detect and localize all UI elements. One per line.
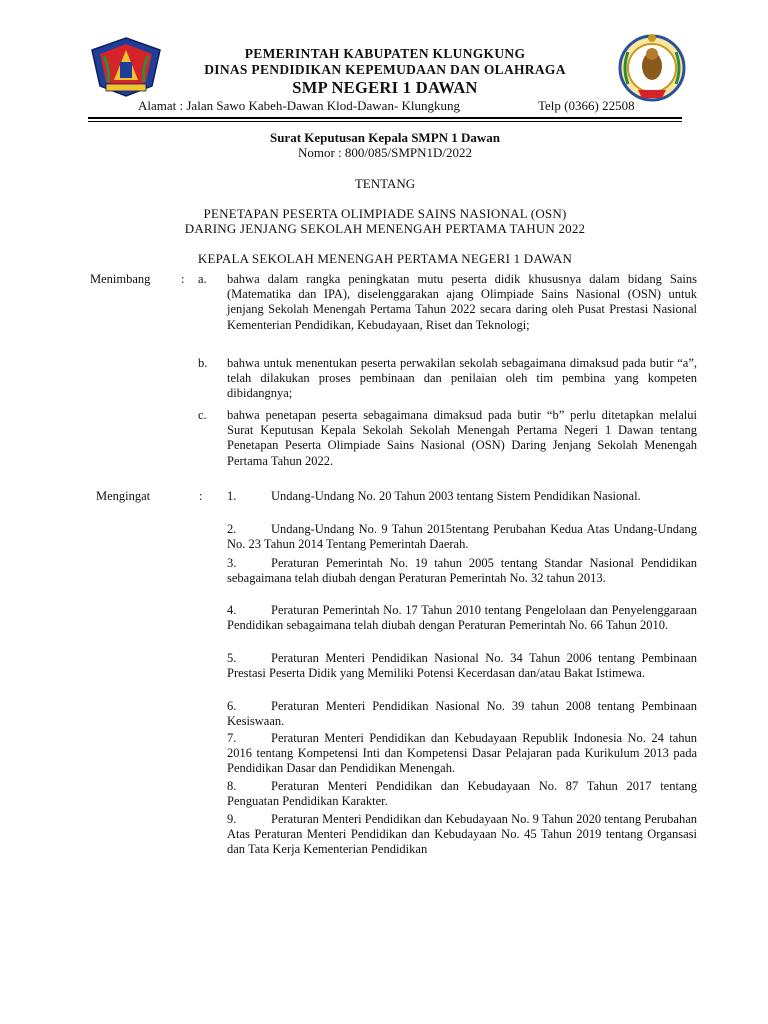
mengingat-label: Mengingat [96, 489, 151, 503]
menimbang-letter: b. [198, 356, 208, 370]
klungkung-regency-crest-icon [90, 36, 162, 98]
menimbang-item: bahwa penetapan peserta sebagaimana dimaksud pada butir “b” perlu ditetapkan melalui Surat Keputusan Kepala Sekolah Sekolah Menengah Pertama Negeri 1 Dawan tentang Penetapan Peserta Olimpiade Sains Nasional (OSN) Daring Jenjang Sekolah Menengah Pertama Tahun 2022. [227, 408, 697, 468]
mengingat-item [227, 489, 697, 504]
issuer-line: KEPALA SEKOLAH MENENGAH PERTAMA NEGERI 1 DAWAN [197, 251, 573, 266]
mengingat-text: Undang-Undang No. 9 Tahun 2015tentang Perubahan Kedua Atas Undang-Undang No. 23 Tahun 2014 Tentang Pemerintah Daerah. [227, 522, 697, 552]
letterhead-text [170, 46, 600, 97]
mengingat-item [227, 522, 697, 552]
subject-line-1: PENETAPAN PESERTA OLIMPIADE SAINS NASIONAL (OSN) [203, 206, 567, 221]
mengingat-text: Peraturan Pemerintah No. 17 Tahun 2010 tentang Pengelolaan dan Penyelenggaraan Pendidikan sebagaimana telah diubah dengan Peraturan Pemerintah No. 66 Tahun 2010. [227, 603, 697, 633]
mengingat-item [227, 812, 697, 858]
mengingat-item [227, 556, 697, 586]
menimbang-colon: : [181, 272, 185, 286]
menimbang-item: bahwa dalam rangka peningkatan mutu peserta didik khususnya dalam bidang Sains (Matematika dan IPA), diselenggarakan ajang Olimpiade Sains Nasional (OSN) untuk jenjang Sekolah Menengah Pertama Tahun 2022 secara daring oleh Pusat Prestasi Nasional Kementerian Pendidikan, Kebudayaan, Riset dan Teknologi; [227, 272, 697, 332]
government-name: PEMERINTAH KABUPATEN KLUNGKUNG [244, 46, 526, 61]
letterhead-divider-thick [88, 117, 682, 119]
mengingat-item [227, 651, 697, 681]
mengingat-text: Peraturan Menteri Pendidikan dan Kebudayaan Republik Indonesia No. 24 tahun 2016 tentang Kompetensi Inti dan Kompetensi Dasar Pelajaran pada Kurikulum 2013 pada Pendidikan Dasar dan Pendidikan Menengah. [227, 731, 697, 776]
mengingat-item [227, 779, 697, 809]
address: Alamat : Jalan Sawo Kabeh-Dawan Klod-Dawan- Klungkung [138, 98, 461, 113]
mengingat-text: Undang-Undang No. 20 Tahun 2003 tentang Sistem Pendidikan Nasional. [271, 489, 641, 503]
school-emblem-icon [616, 32, 688, 106]
mengingat-number: 4. [227, 603, 237, 617]
mengingat-number: 9. [227, 812, 237, 826]
document-number: Nomor : 800/085/SMPN1D/2022 [297, 145, 473, 160]
mengingat-number: 1. [227, 489, 237, 503]
mengingat-text: Peraturan Menteri Pendidikan Nasional No. 39 tahun 2008 tentang Pembinaan Kesiswaan. [227, 699, 697, 729]
mengingat-item [227, 699, 697, 729]
menimbang-letter: c. [198, 408, 207, 422]
subject-line-2: DARING JENJANG SEKOLAH MENENGAH PERTAMA TAHUN 2022 [184, 221, 586, 236]
mengingat-item [227, 731, 697, 777]
mengingat-colon: : [199, 489, 203, 503]
mengingat-number: 2. [227, 522, 237, 536]
about-heading: TENTANG [354, 176, 416, 191]
mengingat-number: 3. [227, 556, 237, 570]
mengingat-number: 7. [227, 731, 237, 745]
document-title: Surat Keputusan Kepala SMPN 1 Dawan [269, 130, 501, 145]
phone: Telp (0366) 22508 [538, 98, 635, 113]
menimbang-label: Menimbang [90, 272, 151, 286]
mengingat-text: Peraturan Pemerintah No. 19 tahun 2005 tentang Standar Nasional Pendidikan sebagaimana telah diubah dengan Peraturan Pemerintah No. 32 tahun 2013. [227, 556, 697, 586]
menimbang-letter: a. [198, 272, 207, 286]
mengingat-number: 6. [227, 699, 237, 713]
mengingat-number: 5. [227, 651, 237, 665]
menimbang-item: bahwa untuk menentukan peserta perwakilan sekolah sebagaimana dimaksud pada butir “a”, telah dilakukan proses pembinaan dan penilaian oleh tim pembina yang kompeten dibidangnya; [227, 356, 697, 401]
school-name: SMP NEGERI 1 DAWAN [292, 78, 478, 97]
mengingat-text: Peraturan Menteri Pendidikan dan Kebudayaan No. 87 Tahun 2017 tentang Penguatan Pendidikan Karakter. [227, 779, 697, 809]
mengingat-item [227, 603, 697, 633]
mengingat-text: Peraturan Menteri Pendidikan dan Kebudayaan No. 9 Tahun 2020 tentang Perubahan Atas Peraturan Menteri Pendidikan dan Kebudayaan No. 45 Tahun 2019 tentang Organsasi dan Tata Kerja Kementerian Pendidikan [227, 812, 697, 857]
mengingat-text: Peraturan Menteri Pendidikan Nasional No. 34 Tahun 2006 tentang Pembinaan Prestasi Peserta Didik yang Memiliki Potensi Kecerdasan dan/atau Bakat Istimewa. [227, 651, 697, 681]
mengingat-number: 8. [227, 779, 237, 793]
letterhead-address-line [138, 98, 658, 114]
letterhead-divider-thin [88, 121, 682, 122]
department-name: DINAS PENDIDIKAN KEPEMUDAAN DAN OLAHRAGA [204, 62, 566, 77]
